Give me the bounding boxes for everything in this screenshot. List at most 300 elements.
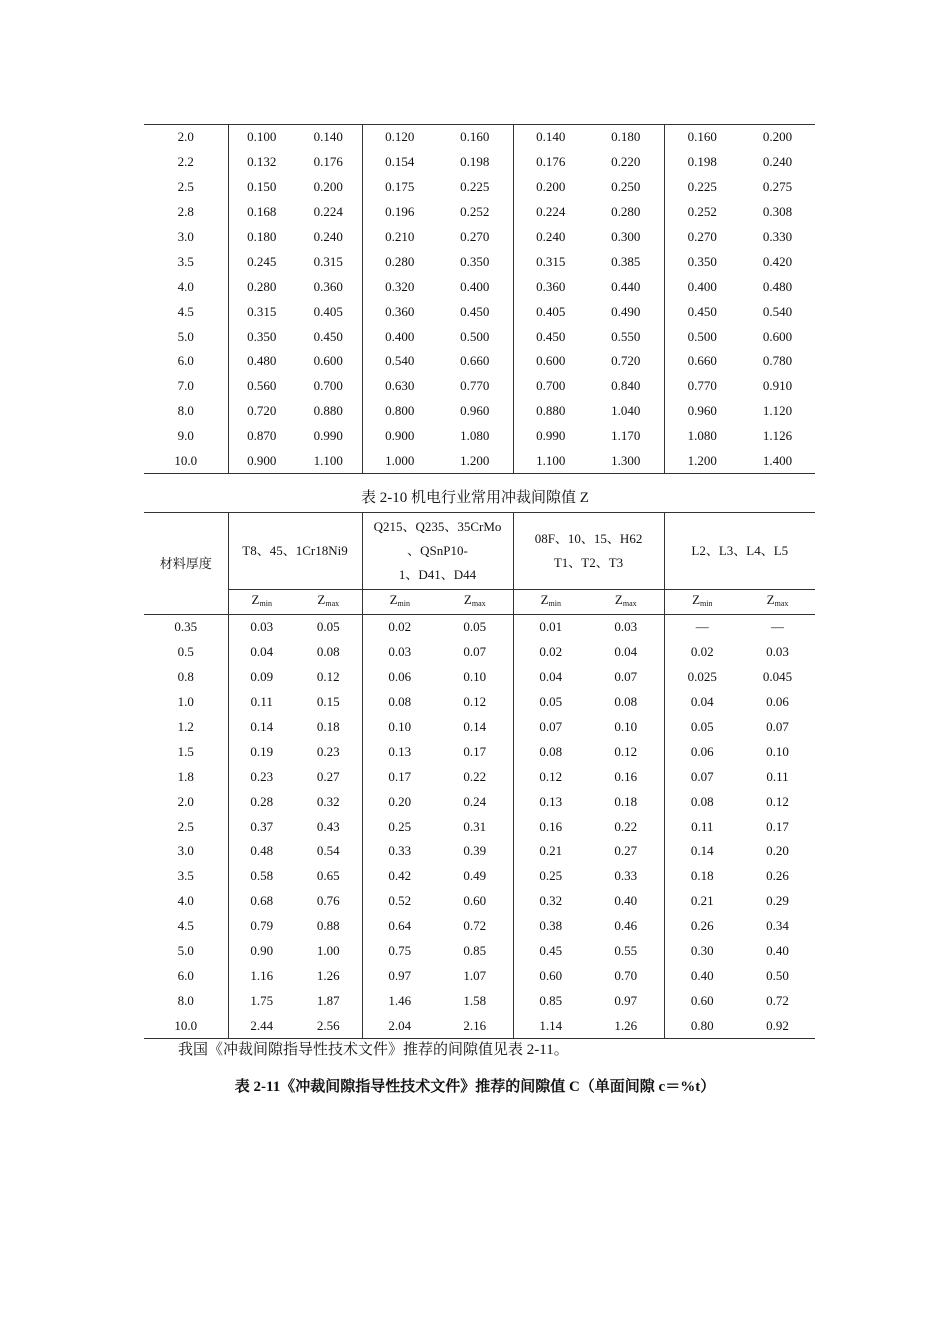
- table-row: [144, 864, 815, 889]
- value-cell: 0.46: [614, 918, 638, 934]
- value-cell: 0.20: [766, 843, 789, 859]
- table-2-10-caption: 表 2-10 机电行业常用冲裁间隙值 Z: [361, 490, 589, 506]
- value-cell: 1.080: [460, 428, 490, 444]
- value-cell: 0.450: [313, 328, 343, 344]
- value-cell: 0.140: [513, 125, 588, 150]
- table-row: [144, 914, 815, 939]
- table-2-11-caption: 表 2-11《冲裁间隙指导性技术文件》推荐的间隙值 C（单面间隙 c＝%t）: [234, 1079, 716, 1095]
- value-cell: 0.06: [766, 694, 789, 710]
- table-row: [144, 988, 815, 1013]
- table-row: [144, 715, 815, 740]
- value-cell: 0.40: [614, 893, 638, 909]
- value-cell: 0.04: [614, 644, 638, 660]
- value-cell: 0.76: [316, 893, 340, 909]
- value-cell: 0.196: [362, 200, 437, 225]
- value-cell: 0.480: [762, 278, 793, 294]
- value-cell: 0.60: [463, 893, 487, 909]
- zmin-header: $Z_{min}$: [664, 590, 740, 615]
- thickness-cell: 8.0: [177, 403, 194, 419]
- value-cell: 0.33: [362, 839, 437, 864]
- value-cell: 0.15: [316, 694, 340, 710]
- value-cell: 0.58: [228, 864, 295, 889]
- value-cell: 1.16: [228, 963, 295, 988]
- value-cell: 1.000: [362, 449, 437, 474]
- thickness-cell: 2.8: [177, 204, 194, 220]
- thickness-cell: 3.0: [177, 843, 194, 859]
- value-cell: 0.176: [513, 150, 588, 175]
- value-cell: 0.160: [460, 129, 490, 145]
- value-cell: 0.03: [766, 644, 789, 660]
- value-cell: 0.05: [463, 619, 487, 635]
- thickness-cell: 3.0: [177, 229, 194, 244]
- value-cell: 0.33: [614, 868, 638, 884]
- table-row: [144, 274, 815, 299]
- value-cell: 1.58: [463, 992, 487, 1008]
- table-row: [144, 150, 815, 175]
- value-cell: 0.300: [611, 229, 641, 244]
- value-cell: 0.08: [614, 694, 638, 710]
- value-cell: 0.03: [362, 640, 437, 665]
- value-cell: 0.600: [513, 349, 588, 374]
- value-cell: 0.05: [316, 619, 340, 635]
- value-cell: 0.07: [463, 644, 487, 660]
- value-cell: 0.10: [766, 743, 789, 759]
- value-cell: 0.168: [228, 200, 295, 225]
- value-cell: 0.19: [228, 739, 295, 764]
- value-cell: 1.14: [513, 1013, 588, 1038]
- value-cell: 0.176: [313, 154, 343, 170]
- thickness-cell: 0.8: [177, 669, 194, 685]
- value-cell: 0.04: [228, 640, 295, 665]
- thickness-cell: 10.0: [174, 1017, 198, 1033]
- table-row: [144, 399, 815, 424]
- value-cell: 0.150: [228, 175, 295, 200]
- value-cell: 0.24: [463, 793, 487, 809]
- value-cell: 0.405: [313, 303, 343, 319]
- value-cell: 0.720: [611, 353, 641, 369]
- thickness-cell: 1.2: [177, 719, 194, 734]
- value-cell: 0.12: [766, 793, 789, 809]
- value-cell: 0.12: [513, 764, 588, 789]
- value-cell: 0.12: [463, 694, 487, 710]
- value-cell: 0.30: [664, 939, 740, 964]
- table-row: [144, 175, 815, 200]
- value-cell: 0.270: [664, 225, 740, 250]
- value-cell: 0.04: [664, 690, 740, 715]
- thickness-cell: 1.5: [177, 743, 194, 759]
- value-cell: 0.360: [313, 278, 343, 294]
- value-cell: 0.490: [611, 303, 641, 319]
- value-cell: 0.350: [460, 253, 490, 269]
- thickness-cell: 9.0: [177, 428, 194, 444]
- value-cell: 0.20: [362, 789, 437, 814]
- value-cell: 0.180: [228, 225, 295, 250]
- zmax-header: $Z_{max}$: [740, 590, 815, 615]
- value-cell: 0.870: [228, 424, 295, 449]
- value-cell: 0.400: [362, 324, 437, 349]
- value-cell: 0.17: [362, 764, 437, 789]
- value-cell: 0.05: [513, 690, 588, 715]
- thickness-cell: 1.8: [177, 768, 194, 784]
- value-cell: 0.23: [316, 743, 340, 759]
- value-cell: 0.32: [316, 793, 340, 809]
- value-cell: 0.405: [513, 299, 588, 324]
- value-cell: 0.03: [614, 619, 638, 635]
- value-cell: 0.04: [513, 665, 588, 690]
- value-cell: 0.31: [463, 818, 487, 834]
- value-cell: 0.252: [460, 204, 490, 220]
- value-cell: 1.07: [463, 967, 487, 983]
- value-cell: 0.315: [313, 253, 343, 269]
- table-row: [144, 814, 815, 839]
- value-cell: 0.17: [766, 818, 789, 834]
- group-header-1: T8、45、1Cr18Ni9: [228, 513, 362, 590]
- value-cell: 0.07: [513, 715, 588, 740]
- group-header-3: 08F、10、15、H62 T1、T2、T3: [513, 513, 664, 590]
- value-cell: 0.13: [362, 739, 437, 764]
- value-cell: 0.32: [513, 889, 588, 914]
- thickness-cell: 6.0: [177, 353, 194, 369]
- value-cell: 0.500: [460, 328, 490, 344]
- value-cell: 0.210: [362, 225, 437, 250]
- value-cell: 0.960: [664, 399, 740, 424]
- value-cell: 0.350: [664, 249, 740, 274]
- value-cell: 0.120: [362, 125, 437, 150]
- table-row: [144, 690, 815, 715]
- table-row: [144, 764, 815, 789]
- value-cell: 0.175: [362, 175, 437, 200]
- value-cell: 0.880: [313, 403, 343, 419]
- zmin-header: $Z_{min}$: [513, 590, 588, 615]
- value-cell: 0.07: [614, 669, 638, 685]
- value-cell: 1.200: [460, 453, 490, 469]
- thickness-cell: 5.0: [177, 328, 194, 344]
- value-cell: 0.450: [513, 324, 588, 349]
- value-cell: 0.990: [513, 424, 588, 449]
- value-cell: 1.26: [614, 1017, 638, 1033]
- value-cell: 1.46: [362, 988, 437, 1013]
- value-cell: 0.198: [664, 150, 740, 175]
- value-cell: 0.92: [766, 1017, 789, 1033]
- value-cell: 0.10: [362, 715, 437, 740]
- value-cell: 0.21: [513, 839, 588, 864]
- value-cell: 0.08: [362, 690, 437, 715]
- value-cell: 0.308: [762, 204, 793, 220]
- value-cell: 0.550: [611, 328, 641, 344]
- value-cell: 0.26: [766, 868, 789, 884]
- table-row: [144, 615, 815, 640]
- value-cell: 0.79: [228, 914, 295, 939]
- thickness-cell: 4.5: [177, 918, 194, 934]
- value-cell: 0.27: [316, 768, 340, 784]
- table-row: [144, 449, 815, 474]
- value-cell: 0.22: [463, 768, 487, 784]
- table-row: [144, 324, 815, 349]
- value-cell: 0.275: [762, 179, 793, 195]
- value-cell: 0.660: [664, 349, 740, 374]
- value-cell: 0.220: [611, 154, 641, 170]
- thickness-cell: 2.5: [177, 818, 194, 834]
- value-cell: 0.43: [316, 818, 340, 834]
- value-cell: 0.224: [513, 200, 588, 225]
- value-cell: 0.26: [664, 914, 740, 939]
- value-cell: 0.900: [228, 449, 295, 474]
- value-cell: 0.660: [460, 353, 490, 369]
- value-cell: 0.880: [513, 399, 588, 424]
- table-row: [144, 424, 815, 449]
- table-row: [144, 299, 815, 324]
- value-cell: 0.48: [228, 839, 295, 864]
- zmax-header: $Z_{max}$: [437, 590, 513, 615]
- value-cell: 0.40: [766, 943, 789, 959]
- thickness-cell: 2.2: [177, 154, 194, 170]
- value-cell: 0.224: [313, 204, 343, 220]
- value-cell: 1.75: [228, 988, 295, 1013]
- value-cell: 0.280: [228, 274, 295, 299]
- value-cell: 0.49: [463, 868, 487, 884]
- value-cell: 0.65: [316, 868, 340, 884]
- value-cell: 0.780: [762, 353, 793, 369]
- value-cell: 0.11: [664, 814, 740, 839]
- value-cell: 0.60: [513, 963, 588, 988]
- value-cell: 0.06: [362, 665, 437, 690]
- value-cell: 0.225: [460, 179, 490, 195]
- zmax-header: $Z_{max}$: [588, 590, 664, 615]
- thickness-cell: 3.5: [177, 868, 194, 884]
- table-row: [144, 939, 815, 964]
- value-cell: 0.180: [611, 129, 641, 145]
- clearance-table-continued: [144, 124, 815, 474]
- zmin-header: $Z_{min}$: [228, 590, 295, 615]
- value-cell: 0.252: [664, 200, 740, 225]
- value-cell: 0.140: [313, 129, 343, 145]
- value-cell: 0.72: [766, 992, 789, 1008]
- table-row: [144, 839, 815, 864]
- value-cell: 0.25: [362, 814, 437, 839]
- value-cell: 0.540: [762, 303, 793, 319]
- value-cell: 0.440: [611, 278, 641, 294]
- value-cell: 0.17: [463, 743, 487, 759]
- table-row: [144, 889, 815, 914]
- value-cell: 0.18: [614, 793, 638, 809]
- value-cell: 0.21: [664, 889, 740, 914]
- value-cell: 0.52: [362, 889, 437, 914]
- value-cell: 0.154: [362, 150, 437, 175]
- value-cell: 1.040: [611, 403, 641, 419]
- value-cell: 0.45: [513, 939, 588, 964]
- value-cell: 0.38: [513, 914, 588, 939]
- thickness-cell: 4.5: [177, 303, 194, 319]
- value-cell: 0.360: [362, 299, 437, 324]
- value-cell: 0.07: [766, 719, 789, 734]
- value-cell: 0.03: [228, 615, 295, 640]
- value-cell: 0.22: [614, 818, 638, 834]
- thickness-cell: 7.0: [177, 378, 194, 394]
- value-cell: 1.400: [762, 453, 793, 469]
- table-row: [144, 1013, 815, 1038]
- thickness-cell: 4.0: [177, 278, 194, 294]
- value-cell: 0.400: [664, 274, 740, 299]
- value-cell: 1.300: [611, 453, 641, 469]
- value-cell: 0.350: [228, 324, 295, 349]
- value-cell: 1.26: [316, 967, 340, 983]
- body-paragraph: 我国《冲裁间隙指导性技术文件》推荐的间隙值见表 2-11。: [178, 1042, 569, 1058]
- table-row: [144, 739, 815, 764]
- value-cell: 0.540: [362, 349, 437, 374]
- value-cell: 0.14: [664, 839, 740, 864]
- value-cell: 0.700: [313, 378, 343, 394]
- table-row: [144, 200, 815, 225]
- value-cell: 0.42: [362, 864, 437, 889]
- table-row: [144, 374, 815, 399]
- value-cell: 0.240: [513, 225, 588, 250]
- value-cell: 1.87: [316, 992, 340, 1008]
- value-cell: 0.85: [513, 988, 588, 1013]
- value-cell: 0.72: [463, 918, 487, 934]
- value-cell: 0.13: [513, 789, 588, 814]
- value-cell: 0.11: [766, 768, 789, 784]
- value-cell: 0.400: [460, 278, 490, 294]
- value-cell: 0.08: [316, 644, 340, 660]
- value-cell: 0.68: [228, 889, 295, 914]
- value-cell: 0.360: [513, 274, 588, 299]
- value-cell: 2.04: [362, 1013, 437, 1038]
- group-header-2: Q215、Q235、35CrMo 、QSnP10- 1、D41、D44: [362, 513, 513, 590]
- value-cell: 1.100: [513, 449, 588, 474]
- value-cell: 1.126: [762, 428, 793, 444]
- value-cell: 0.09: [228, 665, 295, 690]
- thickness-cell: 0.35: [174, 619, 198, 635]
- value-cell: 0.250: [611, 179, 641, 195]
- value-cell: 0.02: [362, 615, 437, 640]
- value-cell: 1.170: [611, 428, 641, 444]
- value-cell: 0.330: [762, 229, 793, 244]
- value-cell: 0.960: [460, 403, 490, 419]
- value-cell: 0.500: [664, 324, 740, 349]
- value-cell: 0.900: [362, 424, 437, 449]
- value-cell: 0.85: [463, 943, 487, 959]
- value-cell: 2.56: [316, 1017, 340, 1033]
- value-cell: 0.385: [611, 253, 641, 269]
- value-cell: 0.16: [614, 768, 638, 784]
- value-cell: 0.07: [664, 764, 740, 789]
- value-cell: 0.08: [513, 739, 588, 764]
- table-row: [144, 225, 815, 250]
- value-cell: —: [664, 615, 740, 640]
- value-cell: 0.34: [766, 918, 789, 934]
- value-cell: 2.16: [463, 1017, 487, 1033]
- value-cell: 0.160: [664, 125, 740, 150]
- value-cell: 0.990: [313, 428, 343, 444]
- zmax-header: $Z_{max}$: [295, 590, 362, 615]
- value-cell: 0.90: [228, 939, 295, 964]
- value-cell: 0.225: [664, 175, 740, 200]
- value-cell: 0.97: [614, 992, 638, 1008]
- value-cell: 0.450: [664, 299, 740, 324]
- value-cell: —: [771, 619, 785, 635]
- value-cell: 2.44: [228, 1013, 295, 1038]
- thickness-cell: 5.0: [177, 943, 194, 959]
- table-row: [144, 125, 815, 150]
- zmin-header: $Z_{min}$: [362, 590, 437, 615]
- value-cell: 0.270: [460, 229, 490, 244]
- value-cell: 0.29: [766, 893, 789, 909]
- value-cell: 0.12: [614, 743, 638, 759]
- value-cell: 0.280: [611, 204, 641, 220]
- table-row: [144, 789, 815, 814]
- value-cell: 0.100: [228, 125, 295, 150]
- value-cell: 0.25: [513, 864, 588, 889]
- table-row: [144, 349, 815, 374]
- value-cell: 0.450: [460, 303, 490, 319]
- value-cell: 0.280: [362, 249, 437, 274]
- value-cell: 0.02: [664, 640, 740, 665]
- group-header-4: L2、L3、L4、L5: [664, 513, 815, 590]
- thickness-cell: 2.0: [177, 793, 194, 809]
- value-cell: 1.00: [316, 943, 340, 959]
- table-row: [144, 249, 815, 274]
- value-cell: 0.560: [228, 374, 295, 399]
- thickness-cell: 10.0: [174, 453, 198, 469]
- value-cell: 0.75: [362, 939, 437, 964]
- value-cell: 0.910: [762, 378, 793, 394]
- value-cell: 0.39: [463, 843, 487, 859]
- value-cell: 0.27: [614, 843, 638, 859]
- value-cell: 0.06: [664, 739, 740, 764]
- value-cell: 0.18: [316, 719, 340, 734]
- value-cell: 0.700: [513, 374, 588, 399]
- thickness-cell: 2.0: [177, 129, 194, 145]
- value-cell: 0.64: [362, 914, 437, 939]
- value-cell: 0.70: [614, 967, 638, 983]
- value-cell: 0.14: [228, 715, 295, 740]
- value-cell: 0.840: [611, 378, 641, 394]
- thickness-cell: 3.5: [177, 253, 194, 269]
- value-cell: 0.10: [463, 669, 487, 685]
- value-cell: 0.23: [228, 764, 295, 789]
- table-row: [144, 665, 815, 690]
- value-cell: 0.315: [513, 249, 588, 274]
- value-cell: 0.88: [316, 918, 340, 934]
- value-cell: 0.720: [228, 399, 295, 424]
- thickness-cell: 0.5: [177, 644, 194, 660]
- value-cell: 0.800: [362, 399, 437, 424]
- table-row: [144, 640, 815, 665]
- value-cell: 0.200: [762, 129, 793, 145]
- value-cell: 0.770: [664, 374, 740, 399]
- value-cell: 0.630: [362, 374, 437, 399]
- thickness-cell: 2.5: [177, 179, 194, 195]
- value-cell: 1.120: [762, 403, 793, 419]
- value-cell: 0.600: [762, 328, 793, 344]
- thickness-header: 材料厚度: [144, 513, 228, 615]
- thickness-cell: 4.0: [177, 893, 194, 909]
- value-cell: 1.200: [664, 449, 740, 474]
- value-cell: 0.320: [362, 274, 437, 299]
- value-cell: 0.11: [228, 690, 295, 715]
- value-cell: 0.14: [463, 719, 487, 734]
- value-cell: 0.240: [762, 154, 793, 170]
- value-cell: 0.025: [664, 665, 740, 690]
- value-cell: 0.315: [228, 299, 295, 324]
- value-cell: 0.420: [762, 253, 793, 269]
- value-cell: 0.12: [316, 669, 340, 685]
- value-cell: 0.05: [664, 715, 740, 740]
- value-cell: 0.37: [228, 814, 295, 839]
- value-cell: 1.080: [664, 424, 740, 449]
- value-cell: 0.02: [513, 640, 588, 665]
- value-cell: 0.240: [313, 229, 343, 244]
